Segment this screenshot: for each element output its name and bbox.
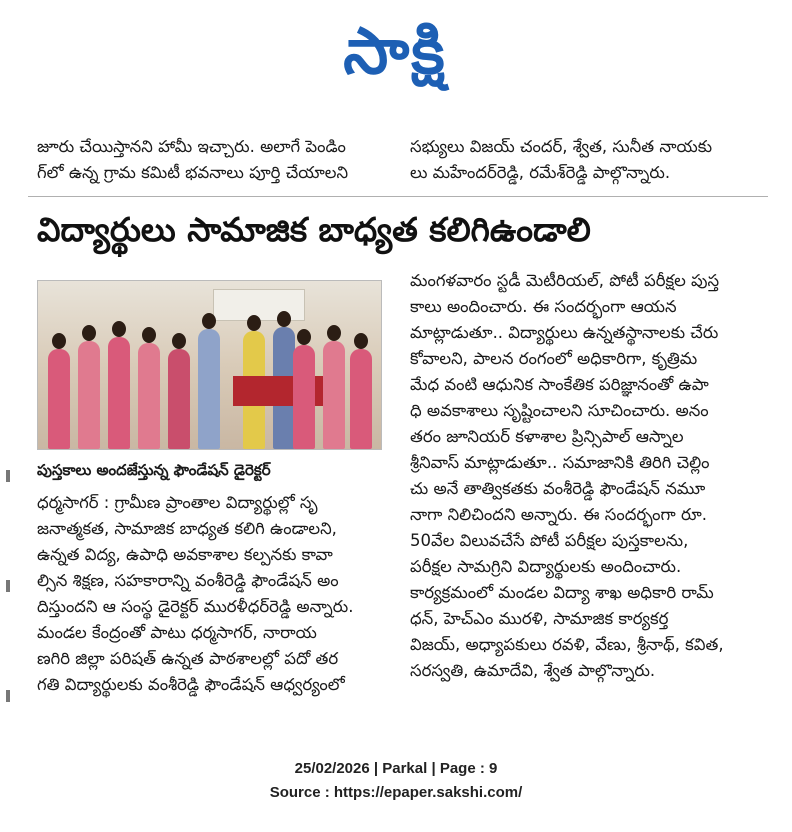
text-line: మండల కేంద్రంతో పాటు ధర్మసాగర్, నారాయ xyxy=(37,623,317,642)
text-line: ధర్మసాగర్ : గ్రామీణ ప్రాంతాల విద్యార్థుల్లో సృ xyxy=(37,493,318,512)
text-line: ఉన్నత విద్య, ఉపాధి అవకాశాల కల్పనకు కావా xyxy=(37,545,333,564)
text-line: నాగా నిలిచిందని అన్నారు. ఈ సందర్భంగా రూ. xyxy=(410,505,708,524)
text-line: దిస్తుందని ఆ సంస్థ డైరెక్టర్ మురళీధర్‌రెడ్డి అన్నారు. xyxy=(37,597,354,616)
sakshi-logo: సాక్షి xyxy=(343,15,447,89)
text-line: మాట్లాడుతూ.. విద్యార్థులు ఉన్నతస్థానాలకు చేరు xyxy=(410,323,719,342)
text-line: గ్‌లో ఉన్న గ్రామ కమిటీ భవనాలు పూర్తి చేయాలని xyxy=(37,163,349,182)
text-line: గతి విద్యార్థులకు వంశీరెడ్డి ఫౌండేషన్ ఆధ్వర్యంలో xyxy=(37,675,345,694)
page-edge-mark xyxy=(6,470,10,482)
page-edge-mark xyxy=(6,580,10,592)
text-line: విజయ్, అధ్యాపకులు రవళి, వేణు, శ్రీనాథ్, కవిత, xyxy=(410,635,724,654)
text-line: కోవాలని, పాలన రంగంలో అధికారిగా, కృత్రిమ xyxy=(410,349,698,368)
news-photo xyxy=(37,280,382,450)
text-line: పరీక్షల సామగ్రిని విద్యార్థులకు అందించారు. xyxy=(410,557,682,576)
text-line: ధన్, హెచ్ఎం మురళి, సామాజిక కార్యకర్త xyxy=(410,609,669,628)
text-line: సరస్వతి, ఉమాదేవి, శ్వేత పాల్గొన్నారు. xyxy=(410,661,656,680)
text-line: లు మహేందర్‌రెడ్డి, రమేశ్‌రెడ్డి పాల్గొన్నారు. xyxy=(410,163,671,182)
article-body-right xyxy=(410,268,772,684)
text-line: కార్యక్రమంలో మండల విద్యా శాఖ అధికారి రామ్ xyxy=(410,583,714,602)
top-left-text-block xyxy=(37,134,395,186)
article-headline: విద్యార్థులు సామాజిక బాధ్యత కలిగిఉండాలి xyxy=(37,210,591,249)
top-right-text-block xyxy=(410,134,770,186)
text-line: కాలు అందించారు. ఈ సందర్భంగా ఆయన xyxy=(410,297,677,316)
article-body-left xyxy=(37,490,395,698)
text-line: మంగళవారం స్టడీ మెటీరియల్, పోటీ పరీక్షల పుస్త xyxy=(410,271,720,290)
divider xyxy=(28,196,768,197)
text-line: శ్రీనివాస్ మాట్లాడుతూ.. సమాజానికి తిరిగి చెల్లిం xyxy=(410,453,710,472)
text-line: తరం జూనియర్ కళాశాల ప్రిన్సిపాల్ ఆస్నాల xyxy=(410,427,684,446)
text-line: 50వేల విలువచేసే పోటీ పరీక్షల పుస్తకాలను, xyxy=(410,531,689,550)
footer-date-edition: 25/02/2026 | Parkal | Page : 9 xyxy=(294,760,498,777)
page-edge-mark xyxy=(6,690,10,702)
photo-caption: పుస్తకాలు అందజేస్తున్న ఫౌండేషన్ డైరెక్టర్ xyxy=(37,461,271,479)
text-line: జనాత్మకత, సామాజిక బాధ్యత కలిగి ఉండాలని, xyxy=(37,519,337,538)
text-line: ధి అవకాశాలు సృష్టించాలని సూచించారు. అనం xyxy=(410,401,709,420)
photo-banner xyxy=(213,289,305,321)
text-line: మేధ వంటి ఆధునిక సాంకేతిక పరిజ్ఞానంతో ఉపా xyxy=(410,375,709,394)
text-line: ల్సిన శిక్షణ, సహకారాన్ని వంశీరెడ్డి ఫౌండేషన్ అం xyxy=(37,571,339,590)
text-line: జూరు చేయిస్తానని హామీ ఇచ్చారు. అలాగే పెండిం xyxy=(37,137,346,156)
footer-source: Source : https://epaper.sakshi.com/ xyxy=(269,784,523,801)
text-line: సభ్యులు విజయ్ చందర్, శ్వేత, సునీత నాయకు xyxy=(410,137,713,156)
text-line: ణగిరి జిల్లా పరిషత్ ఉన్నత పాఠశాలల్లో పదో తర xyxy=(37,649,339,668)
text-line: చు అనే తాత్వికతకు వంశీరెడ్డి ఫౌండేషన్ నమూ xyxy=(410,479,706,498)
